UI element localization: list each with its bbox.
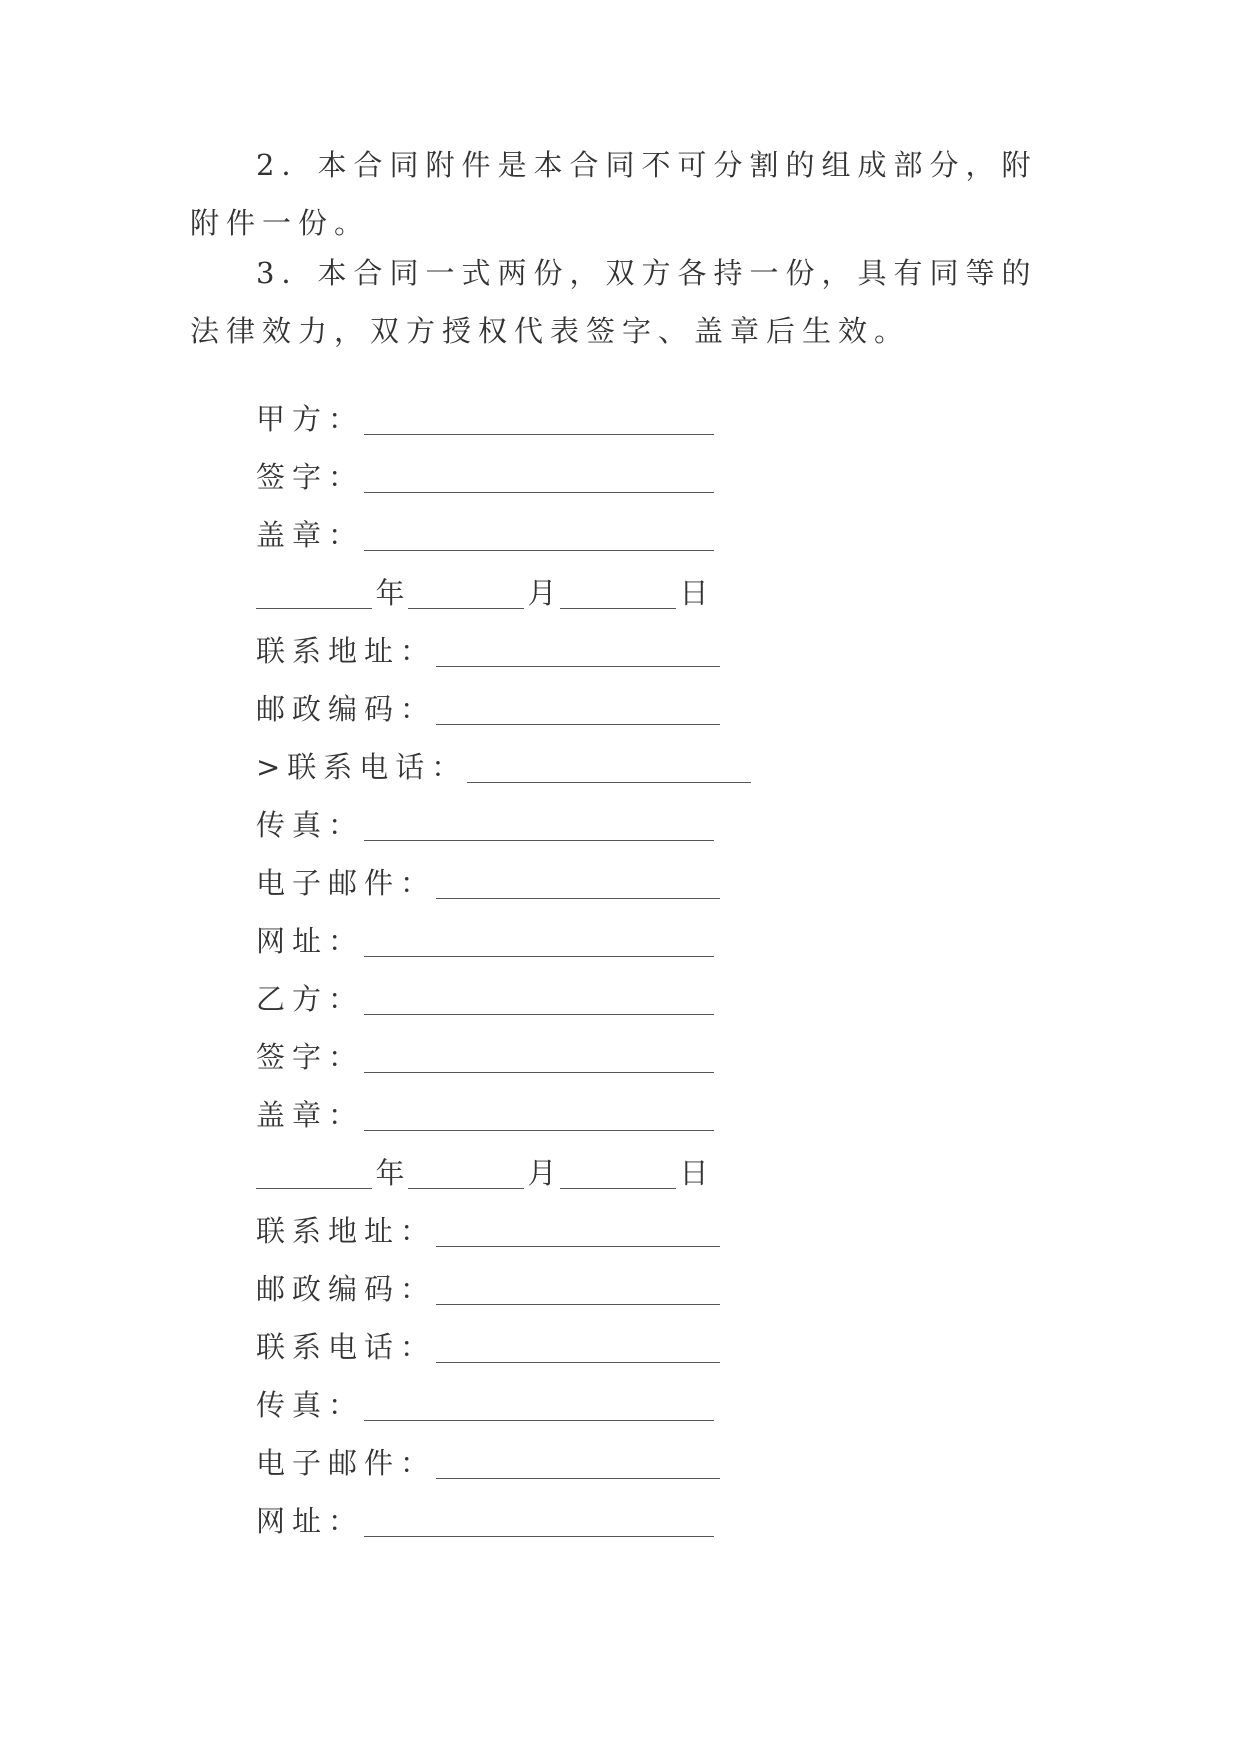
party-a-fax-row: [256, 796, 714, 854]
party-a-postcode-label: 邮政编码：: [256, 692, 437, 726]
party-b-email-label: 电子邮件：: [256, 1446, 437, 1480]
party-b-website-blank[interactable]: [364, 1492, 714, 1537]
party-a-phone-blank[interactable]: [467, 738, 751, 783]
party-b-address-blank[interactable]: [436, 1202, 720, 1247]
party-a-month-label: 月: [527, 576, 557, 610]
party-a-day-blank[interactable]: [560, 564, 676, 609]
party-b-row: [256, 970, 714, 1028]
party-b-phone-label: 联系电话：: [256, 1330, 437, 1364]
party-a-phone-label: >联系电话：: [256, 750, 468, 784]
party-b-seal-row: [256, 1086, 714, 1144]
party-a-postcode-row: [256, 680, 720, 738]
party-b-blank[interactable]: [364, 970, 714, 1015]
clause-3-paragraph: 3．本合同一式两份，双方各持一份，具有同等的法律效力，双方授权代表签字、盖章后生效。: [190, 256, 1038, 348]
party-a-month-blank[interactable]: [408, 564, 524, 609]
party-b-postcode-blank[interactable]: [436, 1260, 720, 1305]
party-a-email-row: [256, 854, 720, 912]
party-b-phone-blank[interactable]: [436, 1318, 720, 1363]
party-b-day-blank[interactable]: [560, 1144, 676, 1189]
party-b-seal-blank[interactable]: [364, 1086, 714, 1131]
party-b-sign-label: 签字：: [256, 1040, 365, 1074]
party-a-year-blank[interactable]: [256, 564, 372, 609]
party-a-blank[interactable]: [364, 390, 714, 435]
party-b-label: 乙方：: [256, 982, 365, 1016]
party-a-fax-label: 传真：: [256, 808, 365, 842]
party-a-fax-blank[interactable]: [364, 796, 714, 841]
party-b-address-label: 联系地址：: [256, 1214, 437, 1248]
party-a-website-label: 网址：: [256, 924, 365, 958]
party-a-day-label: 日: [679, 576, 709, 610]
party-a-email-label: 电子邮件：: [256, 866, 437, 900]
party-b-month-blank[interactable]: [408, 1144, 524, 1189]
party-b-phone-row: [256, 1318, 720, 1376]
party-a-website-blank[interactable]: [364, 912, 714, 957]
party-a-address-row: [256, 622, 720, 680]
party-b-address-row: [256, 1202, 720, 1260]
party-b-email-row: [256, 1434, 720, 1492]
party-b-day-label: 日: [679, 1156, 709, 1190]
party-a-label: 甲方：: [256, 402, 365, 436]
party-a-sign-blank[interactable]: [364, 448, 714, 493]
party-b-fax-blank[interactable]: [364, 1376, 714, 1421]
party-b-year-label: 年: [375, 1156, 405, 1190]
party-a-seal-label: 盖章：: [256, 518, 365, 552]
party-b-sign-blank[interactable]: [364, 1028, 714, 1073]
party-a-sign-row: [256, 448, 714, 506]
party-a-email-blank[interactable]: [436, 854, 720, 899]
party-b-year-blank[interactable]: [256, 1144, 372, 1189]
party-a-phone-row: [256, 738, 751, 796]
party-a-year-label: 年: [375, 576, 405, 610]
party-a-sign-label: 签字：: [256, 460, 365, 494]
party-a-date-row: [256, 564, 712, 622]
party-a-postcode-blank[interactable]: [436, 680, 720, 725]
party-b-website-row: [256, 1492, 714, 1550]
party-b-postcode-row: [256, 1260, 720, 1318]
party-b-date-row: [256, 1144, 712, 1202]
party-a-seal-blank[interactable]: [364, 506, 714, 551]
party-b-email-blank[interactable]: [436, 1434, 720, 1479]
party-a-seal-row: [256, 506, 714, 564]
party-b-fax-row: [256, 1376, 714, 1434]
party-a-website-row: [256, 912, 714, 970]
party-b-sign-row: [256, 1028, 714, 1086]
party-b-month-label: 月: [527, 1156, 557, 1190]
party-b-seal-label: 盖章：: [256, 1098, 365, 1132]
party-a-address-blank[interactable]: [436, 622, 720, 667]
party-b-website-label: 网址：: [256, 1504, 365, 1538]
clause-2-paragraph: 2．本合同附件是本合同不可分割的组成部分，附附件一份。: [190, 148, 1038, 240]
party-a-row: [256, 390, 714, 448]
party-b-postcode-label: 邮政编码：: [256, 1272, 437, 1306]
party-b-fax-label: 传真：: [256, 1388, 365, 1422]
party-a-address-label: 联系地址：: [256, 634, 437, 668]
